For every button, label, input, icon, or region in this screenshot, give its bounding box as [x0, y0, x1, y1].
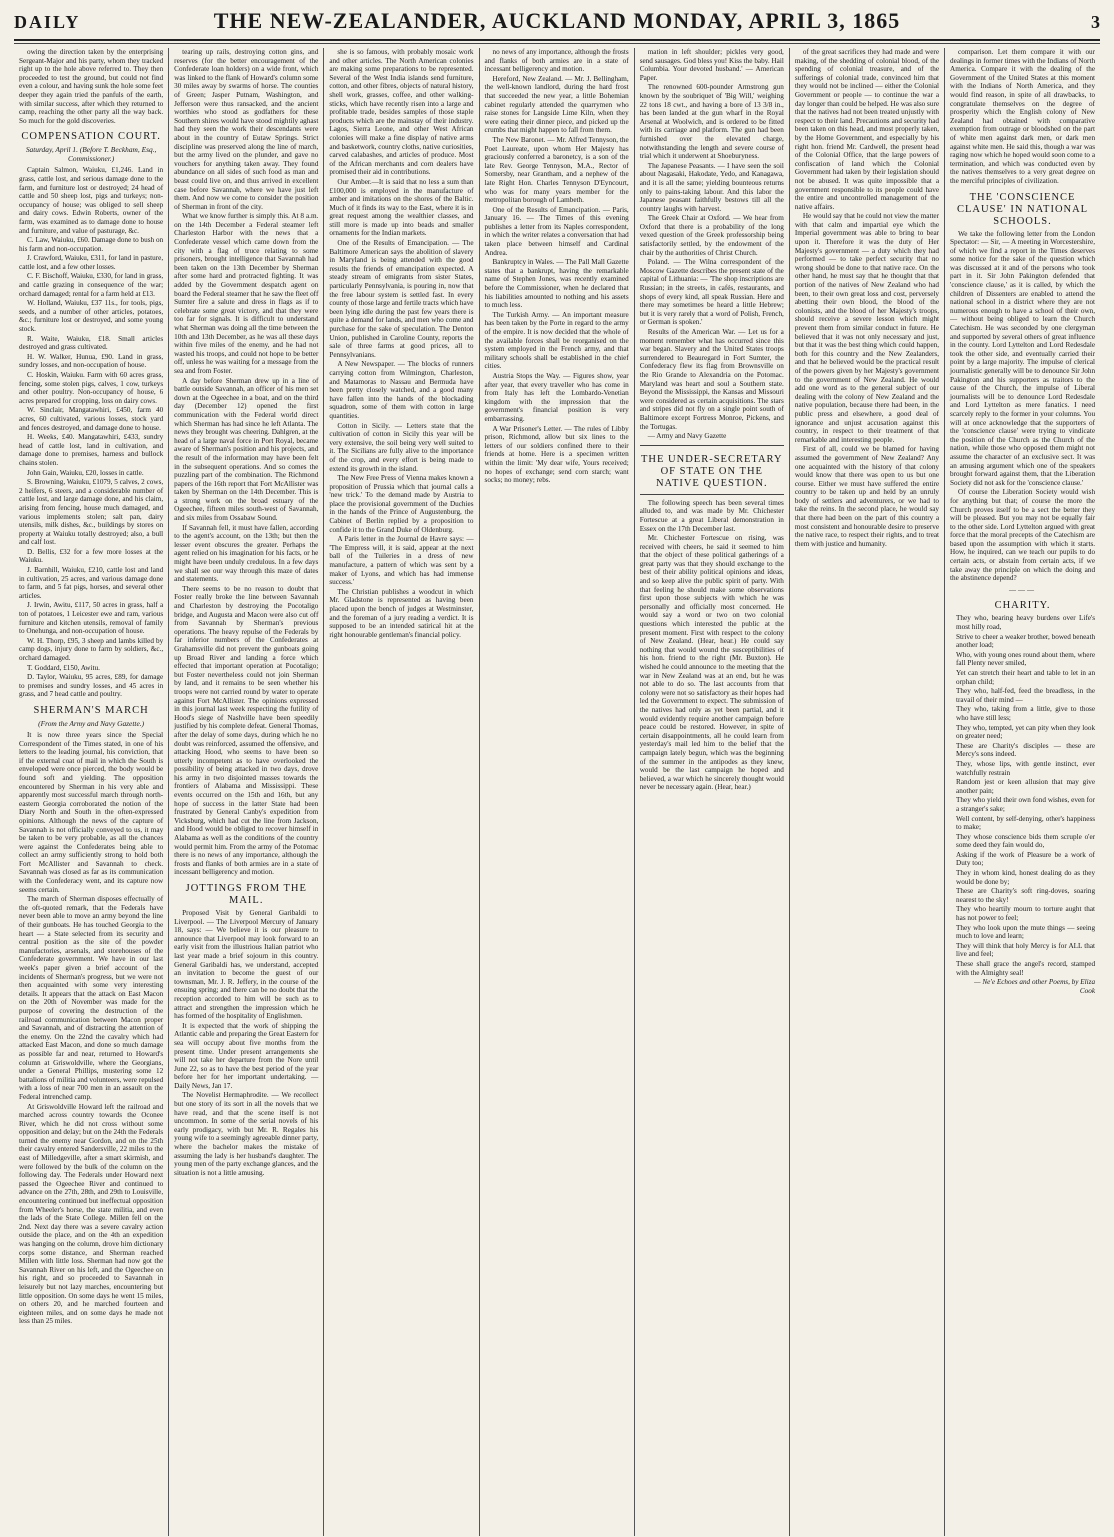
- article-paragraph: The Turkish Army. — An important measure has been taken by the Porte in regard to the army of the empire. It is now decided that the whole of the available forces shall be reorganised on the system employed in the French army, and that military schools shall be established in the chief cities.: [484, 310, 629, 371]
- speech-paragraph: of the great sacrifices they had made and were making, of the shedding of colonial blood, of the spending of colonial treasure, and of the sufferings of colonial trade, convinced him that they would not be inclined — either the Colonial Government or people — to continue the war a day longer than could be helped. He was also sure that the natives had not been treated unjustly with respect to their land. Precautions and security had been taken on this head, and most properly taken, by the Home Government, and especially by his right hon. friend Mr. Cardwell, the present head of the Colonial Office, that the large powers of confiscation of land which the Colonial Government had taken by their legislation should not be abused. It was quite impossible that a government responsible to its people could have the entire and uncontrolled management of the native affairs.: [794, 48, 940, 211]
- article-paragraph: The Japanese Peasants. — I have seen the soil about Nagasaki, Hakodate, Yedo, and Kanagawa, and it is all the same; yielding bounteous returns only to pains-taking labour. And this labor the Japanese peasant faithfully bestows till all the country laughs with harvest.: [639, 161, 784, 213]
- poem-signature: — Ne'e Echoes and other Poems, by Eliza Cook: [974, 978, 1096, 995]
- claim-paragraph: W. Sinclair, Mangatawhiri, £450, farm 40 acres, 60 cultivated, various losses, stock yard and fences destroyed, and damage done to house.: [19, 406, 164, 432]
- article-paragraph: A day before Sherman drew up in a line of battle outside Savannah, an officer of his men set down at the Ogeechee in a boat, and on the third day (December 12) opened the first communication with the Federal world direct which Sherman has had since he left Atlanta. The news they brought was cheering. Dahlgren, at the head of a large naval force in Port Royal, became aware of Sherman's position and his projects, and the result of the information may have been felt in the subsequent operations. And so comes the puzzling part of the combination. The Richmond papers of the 16th report that Fort McAllister was taken by Sherman on the 14th December. This is a strong work on the broad estuary of the Ogeechee, fifteen miles south-west of Savannah, and six miles from Ossabaw Sound.: [174, 376, 319, 523]
- charity-heading: CHARITY.: [994, 600, 1051, 612]
- speech-paragraph: Mr. Chichester Fortescue on rising, was received with cheers, he said it seemed to him that the object of these political gatherings of a great party was that they should exchange to the best of their ability political opinions and ideas, and so keep alive the public spirit of party. With that feeling he should make some observations first upon those subjects with which he was personally and officially most concerned. He would say a word or two on two colonial questions which interested the public at the present moment. First with respect to the colony of New Zealand. (Hear, hear.) He could say nothing that would wound the susceptibilities of his hon. friend to the right (Mr. Buxton). He wished he could announce to the meeting that the war in New Zealand was at an end, but he was not able to do so. The last accounts from that colony were not so satisfactory as their hopes had led the Government to expect. The submission of the natives had only as yet been partial, and it would evidently require another campaign before peace could be restored. However, in spite of certain disappointments, all he could learn from yesterday's mail led him to the belief that the campaign lately begun, which was the beginning of the summer in the antipodes as they knew, would be the last campaign he hoped and believed, a war which he sincerely thought would never be necessary again. (Hear, hear.): [639, 534, 784, 792]
- speech-paragraph: comparison. Let them compare it with our dealings in former times with the Indians of North America. Compare it with the dealing of the Government of the United States at this moment with the Indians of North America, and they would find reason, in spite of all drawbacks, to congratulate themselves on the degree of prosperity which the English colony of New Zealand had obtained with comparative exemption from outrage or bloodshed on the part of white men against dark men, or dark men against white men. He said this, though a war was raging now which he hoped would soon come to a termination, and which was conducted even by the natives themselves to a very great degree on the merciful principles of civilization.: [950, 48, 1096, 185]
- article-paragraph: There seems to be no reason to doubt that Foster really broke the line between Savannah and Charleston by destroying the Pocotaligo bridge, and Augusta and Macon were also cut off from Savannah by Sherman's previous operations. The heavy repulse of the Federals by far inferior numbers of the Confederates at Grahamsville did not prevent the gunboats going up Broad River and landing a force which effected that important operation at Pocotaligo; but Foster nevertheless could not join Sherman by land, and it remains to be seen whether his troops were not carried round by water to operate against Fort McAllister. The opinions expressed in this journal last week respecting the futility of Hood's siege of Nashville have been speedily justified by his complete defeat. General Thomas, after the delay of some days, during which he no doubt was reinforced, assumed the offensive, and attacking Hood, who seems to have been so utterly incompetent as to have overlooked the possibility of being attacked in two days, drove his army in two disjointed masses towards the frontiers of Alabama and Mississippi. These events occurred on the 15th and 16th, but any hope of success in the latter State had been frustrated by General Canby's expedition from Vicksburg, which had cut the line from Jackson, and Hood would be obliged to recover himself in Alabama as well as the conditions of the country would permit him. From the army of the Potomac there is no news of any importance, although the frosts and flanks of both armies are in a state of incessant belligerency and motion.: [174, 584, 319, 877]
- poem-line: They who, half-fed, feed the breadless, in the travail of their mind —: [956, 687, 1096, 704]
- claim-paragraph: D. Bellis, £32 for a few more losses at the Waiuku.: [19, 547, 164, 565]
- poem-line: Strive to cheer a weaker brother, bowed beneath another load;: [956, 632, 1096, 650]
- poem-line: Yet can stretch their heart and table to let in an orphan child;: [956, 669, 1096, 686]
- column-7: [945, 48, 1100, 1536]
- shermans-march-heading: SHERMAN'S MARCH: [33, 704, 149, 716]
- compensation-court-subhead: Saturday, April 1. (Before T. Beckham, Esq., Commissioner.): [25, 145, 157, 164]
- masthead-title: THE NEW-ZEALANDER, AUCKLAND MONDAY, APRIL 3, 1865: [213, 8, 901, 33]
- poem-line: Asking if the work of Pleasure be a work of Duty too;: [956, 850, 1096, 868]
- claim-paragraph: H. Weeks, £40. Mangatawhiri, £433, sundry head of cattle lost, land in cultivation, and damage done to premises, harness and bullock chains stolen.: [19, 433, 164, 467]
- col6-body: [795, 48, 939, 548]
- poem-line: Who, with young ones round about them, where fall Plenty never smiled,: [956, 650, 1096, 668]
- claim-paragraph: T. Goddard, £150, Awitu.: [27, 663, 100, 672]
- article-paragraph: The New Free Press of Vienna makes known a proposition of Prussia which that journal calls a 'new trick.' To the demand made by Austria to place the provisional government of the Duchies in the hands of the Prince of Augustenburg, the Cabinet of Berlin replied by a proposition to confide it to the Grand Duke of Oldenburg.: [329, 474, 474, 534]
- compensation-court-heading: COMPENSATION COURT.: [21, 131, 161, 143]
- column-4: [480, 48, 635, 1536]
- jottings-body: [174, 909, 318, 1177]
- article-paragraph: It is now three years since the Special Correspondent of the Times stated, in one of his letters to the leading journal, his conviction, that if the external coat of mail in which the South is enveloped were once pierced, the body would be found soft and yielding. The opposition encountered by Sherman in his very able and apparently most successful march through north-eastern Georgia corroborated the notion of the Diary North and South in the often-expressed opinions. Although the news of the capture of Savannah is not officially conveyed to us, it may be taken to be very probable, as all the chances were against the Confederates being able to collect an army sufficiently strong to hold both Fort McAllister and Savannah to check. Savannah was closed as far as its communication with the Confederacy went, and its capture now seems certain.: [19, 730, 164, 894]
- poem-line: These are Charity's disciples — these are Mercy's sons indeed.: [956, 741, 1096, 759]
- shermans-march-source: (From the Army and Navy Gazette.): [38, 718, 145, 728]
- article-paragraph: The Christian publishes a woodcut in which Mr. Gladstone is represented as having been placed upon the bench of judges at Westminster, and the foreman of a jury reading a verdict. It is supposed to be an intended satirical hit at the right honourable gentleman's financial policy.: [329, 587, 474, 639]
- compensation-claims: [19, 166, 163, 699]
- article-paragraph: If Savannah fell, it must have fallen, according to the agent's account, on the 13th; but then the lesser event obscures the greater. Perhaps the agent relied on his imagination for his facts, or he might have been unduly credulous. In a few days we shall see our way through this maze of dates and statements.: [174, 523, 319, 584]
- under-secretary-heading: THE UNDER-SECRETARY OF STATE ON THE NATIVE QUESTION.: [641, 453, 783, 489]
- poem-line: They will think that holy Mercy is for ALL that live and feel;: [956, 941, 1096, 959]
- article-paragraph: The renowned 600-pounder Armstrong gun known by the soubriquet of 'Big Will,' weighing 22 tons 18 cwt., and having a bore of 13 3/8 in., has been landed at the gun wharf in the Royal Arsenal at Woolwich, and is ordered to be fitted with its carriage and platform. The gun had been furnished over the elevated charge, notwithstanding the length and severe course of trial which it underwent at Shoeburyness.: [639, 83, 784, 161]
- poem-line: They who, taking from a little, give to those who have still less;: [956, 705, 1096, 722]
- columns: [14, 48, 1100, 1536]
- claim-paragraph: H. W. Walker, Hunua, £90. Land in grass, sundry losses, and non-occupation of house.: [19, 352, 164, 370]
- claim-paragraph: John Gain, Waiuku, £20, losses in cattle.: [27, 468, 144, 477]
- section-divider: ———: [1009, 585, 1037, 594]
- article-paragraph: Austria Stops the Way. — Figures show, year after year, that every traveller who has come in from Italy has left the Lombardo-Venetian kingdom with the impression that the government's financial position is very embarrassing.: [484, 371, 629, 423]
- claim-paragraph: C. Law, Waiuku, £60. Damage done to bush on his farm and non-occupation.: [19, 236, 164, 253]
- article-paragraph: Hereford, New Zealand. — Mr. J. Bellingham, the well-known landlord, during the hard frost that succeeded the new year, a little Bohemian cabinet regularly attended the quarrymen who raise stones for Langside Lime Kiln, when they were eating their dinner piece, and picked up the crumbs that might happen to fall from them.: [484, 74, 629, 135]
- article-paragraph: The Greek Chair at Oxford. — We hear from Oxford that there is a probability of the long vexed question of the Greek professorship being satisfactorily settled, by the endowment of the chair by the authorities of Christ Church.: [639, 214, 784, 257]
- article-paragraph: — Army and Navy Gazette: [647, 432, 727, 441]
- letter-paragraph: Of course the Liberation Society would wish for anything but that; of course the more the Church proves itself to be a sect the better they will be pleased. But you may not be equally fair to the other side. Lord Lyttelton argued with great force that the moral precepts of the Catechism are based upon the assumption with which it starts. How, he inquired, can we teach our pupils to do certain acts, or abstain from certain acts, if we take away the principle on which the doing and the abstinence depend?: [950, 488, 1096, 583]
- article-paragraph: What we know further is simply this. At 8 a.m. on the 14th December a Federal steamer left Charleston Harbor with the news that a Confederate vessel which came down from the city with a flag of truce relating to some prisoners, brought intelligence that Savannah had been taken on the 13th December by Sherman after some hard and protracted fighting. It was added by the Government despatch agent on board the Federal steamer that he saw the fleet off Sumter fire a salute and dress in flags as if to celebrate some great victory, and that they were too far for signals. It is difficult to understand what Sherman was doing all the time between the 10th and 13th December, as he was all these days within five miles of the enemy, and he had not wasted his troops, and could not hope to be better off, unless he was waiting for a message from the sea and from Foster.: [174, 212, 319, 375]
- column-5: [635, 48, 790, 1536]
- jottings-heading: JOTTINGS FROM THE MAIL.: [185, 883, 307, 906]
- poem-line: They who, bearing heavy burdens over Life's most hilly road,: [956, 614, 1096, 632]
- article-paragraph: A Paris letter in the Journal de Havre says: — 'The Empress will, it is said, appear at the next ball of the Tuileries in a dress of new manufacture, a pattern of which was sent by a maker of Lyons, and which has had immense success.': [329, 535, 474, 587]
- article-paragraph: no news of any importance, although the frosts and flanks of both armies are in a state of incessant belligerency and motion.: [484, 48, 629, 74]
- col3-body: [329, 48, 473, 639]
- jotting-paragraph: It is expected that the work of shipping the Atlantic cable and preparing the Great Eastern for sea will occupy about five months from the present time. Under present arrangements she will not take her departure from the Nore until June 22, so as to have the best period of the year before her for her important undertaking. — Daily News, Jan 17.: [174, 1021, 319, 1090]
- article-paragraph: At Griswoldville Howard left the railroad and marched across country towards the Oconee River, which he did not cross without some opposition and delay; but on the 24th the Federals turned the enemy near Gordon, and on the 25th their cavalry entered Sandersville, 22 miles to the east of Milledgeville, after a smart skirmish, and were followed by the bulk of the column on the following day. The Federals under Howard next passed the Ogeechee River and continued to advance on the 27th, 28th, and 29th to Louisville, encountering continued but ineffectual opposition from Wheeler's horse, the state militia, and even the lads of the State College. Millen fell on the 2nd. Next day there was a severe cavalry action outside the place, and on the 4th an expedition was hanging on the column, drove him dictionary corps some distance, and Sherman reached Millen with little loss. Sherman had now got the Savannah River on his left, and the Ogeechee on his right, and so proceeded to Savannah in leisurely but not lazy marches, encountering but little opposition. On some days he went 15 miles, on others 20, and he marched fourteen and eighteen miles, and on some days he made not less than 25 miles.: [19, 1102, 164, 1326]
- column-3: [324, 48, 479, 1536]
- claim-paragraph: W. Holland, Waiuku, £37 11s., for tools, pigs, seeds, and a number of other articles, potatoes, &c.; furniture lost or destroyed, and some young stock.: [19, 299, 164, 334]
- article-paragraph: Results of the American War. — Let us for a moment remember what has occurred since this war began. Slavery and the United States troops surrendered to Beauregard in Fort Sumter, the Confederacy flew its flag from Brownsville on the Rio Grande to Alexandria on the Potomac. Maryland was heart and soul a Southern state. Beyond the Mississippi, the Kansas and Missouri were considered as certain acquisitions. The stars and stripes did not fly on a single point south of Baltimore except Fortress Monroe, Pickens, and the Tortugas.: [639, 328, 784, 431]
- claim-paragraph: J. Crawford, Waiuku, £311, for land in pasture, cattle lost, and a few other losses.: [19, 254, 164, 271]
- claim-paragraph: C. Hoskin, Waiuku. Farm with 60 acres grass, fencing, some stolen pigs, calves, 1 cow, turkeys and other poultry. Non-occupancy of house, 6 acres prepared for cropping, loss on dairy cows.: [19, 371, 164, 405]
- article-paragraph: mation in left shoulder; pickles very good, send sausages. God bless you! Kiss the baby. Hail Columbia. Your devoted husband.' — American Paper.: [639, 48, 784, 82]
- article-paragraph: Poland. — The Wilna correspondent of the Moscow Gazette describes the present state of the capital of Lithuania: — 'The shop inscriptions are Russian; in the streets, in cafés, restaurants, and shops of every kind, all speak Russian. Here and there may sometimes be heard a little Hebrew; but it is very rarely that a word of Polish, French, or German is spoken.': [639, 258, 784, 327]
- poem-line: They whose conscience bids them scruple o'er some deed they fain would do,: [956, 832, 1096, 850]
- claim-paragraph: Captain Salmon, Waiuku, £1,246. Land in grass, cattle lost, and serious damage done to the farm, and furniture lost or destroyed; 24 head of cattle and 50 sheep lost, pigs and turkeys; non-occupancy of house; was obliged to sell sheep and dairy cows. Edwin Roberts, owner of the farm, was examined as to damage done to house and furniture, and value of pasturage, &c.: [19, 166, 164, 235]
- speech-paragraph: He would say that he could not view the matter with that calm and impartial eye which the Imperial government was able to bring to bear upon it. Therefore it was the duty of Her Majesty's government — a duty which they had performed — to take perfect security that no wrong should be done to that native race. On the other hand, he must say that he thought that that portion of the natives of New Zealand who had been, to their own great loss and cost, perversely abetting their own blood, the blood of the colonists, and the blood of her Majesty's troops, should receive a severe lesson which might prevent them from similar conduct in future. He believed that it was not only necessary and just, but that it was the best thing which could happen, both for this country and the New Zealanders, and that he believed would be the practical result of the powers given by her Majesty's government to the government of New Zealand. He would add one word as to the general subject of our dealing with the colony of New Zealand and the native population, because there had been, in the public press and elsewhere, a good deal of ignorance and unjust accusation against this country, in respect to their treatment of that remarkable and interesting people.: [794, 212, 940, 444]
- article-paragraph: One of the Results of Emancipation. — Paris, January 16. — The Times of this evening publishes a letter from its Naples correspondent, in which the writer relates a conversation that had taken place between himself and Cardinal Andrea.: [484, 205, 629, 257]
- article-paragraph: The march of Sherman disposes effectually of the oft-quoted remark, that the Federals have never been able to move an army beyond the line of their gunboats. He has touched Georgia to the heart — a State selected from its security and central position as the site of the powder manufactories, arsenals, and storehouses of the Confederate government. We have in our last week's paper given a brief account of the incidents of Sherman's progress, but we were not then acquainted with some very interesting details. It appears that the attack on East Macon on the 20th of November was made for the purpose of covering the destruction of the railroad communication between Macon proper and Savannah, and of distracting the attention of the enemy. On the 22nd the cavalry which had attacked East Macon, and done so much damage as possible far and near, returned to Howard's column at Griswoldville, where the Georgians, under a General Phillips, mustering some 12 battalions of militia and volunteers, were repulsed with a loss of near 700 men in an assault on the Federal intrenched camp.: [19, 895, 164, 1101]
- speech-paragraph: The following speech has been several times alluded to, and was made by Mr. Chichester Fortescue at a great Liberal demonstration in Essex on the 17th December last.: [639, 498, 784, 533]
- article-paragraph: A War Prisoner's Letter. — The rules of Libby prison, Richmond, allow but six lines to the letters of our soldiers confined there to their friends at home. Here is a specimen written within the limit: 'My dear wife, Yours received; no hopes of exchange; send corn starch; want socks; no money; rebs.: [484, 424, 629, 485]
- jotting-paragraph: Proposed Visit by General Garibaldi to Liverpool. — The Liverpool Mercury of January 18, says: — We believe it is our pleasure to announce that Liverpool may look forward to an early visit from the illustrious Italian patriot who last year made a brief sojourn in this country. General Garibaldi has, we understand, accepted an invitation to become the guest of our townsman, Mr. J. R. Jeffery, in the course of the ensuing spring; and there can be no doubt that the reception accorded to him will be such as to attract and strengthen the impression which he has formed of the hospitality of Englishmen.: [174, 909, 319, 1021]
- article-paragraph: she is so famous, with probably mosaic work and other articles. The North American colonies are making some preparations to be represented. Several of the West India islands send furniture, cotton, and other fibres, objects of natural history, shell work, grasses, coffee, and other walking-sticks, which have recently risen into a large and profitable trade, besides samples of those staple products which are the mainstay of their industry. Lagos, Sierra Leone, and other West African colonies will make a fine display of native arms and basketwork, country cloths, native curiosities, carved calabashes, and articles of produce. Most of the African merchants and corn dealers have promised their aid in contributions.: [329, 48, 474, 177]
- poem-line: Random jest or keen allusion that may give another pain;: [956, 778, 1096, 795]
- claim-paragraph: S. Browning, Waiuku, £1079, 5 calves, 2 cows, 2 heifers, 6 steers, and a considerable number of cattle lost, and large damage done, and his claim, arising from fencing, house much damaged, and various implements stolen; salt pan, dairy utensils, milk dishes, &c., buildings by stores on property at Waiuku totally destroyed; also, a bull and calf lost.: [19, 478, 164, 547]
- claim-paragraph: W. H. Thorp, £95, 3 sheep and lambs killed by camp dogs, injury done to farm by soldiers, &c., orchard damaged.: [19, 636, 164, 662]
- column-6: [790, 48, 945, 1536]
- conscience-clause-heading: THE 'CONSCIENCE CLAUSE' IN NATIONAL SCHOOLS.: [956, 191, 1089, 227]
- claim-paragraph: R. Waite, Waiuku, £18. Small articles destroyed and grass cultivated.: [19, 334, 164, 352]
- page-number: 3: [1091, 12, 1100, 32]
- masthead-rule: [14, 43, 1100, 44]
- poem-line: These shall grace the angel's record, stamped with the Almighty seal!: [956, 960, 1096, 977]
- article-paragraph: Our Amber.—It is said that no less a sum than £100,000 is employed in the manufacture of amber and imitations on the shores of the Baltic. Much of it finds its way to the East, where it is in great request among the wealthier classes, and still more is made up into beads and smaller ornaments for the Indian markets.: [329, 177, 474, 238]
- shermans-march-body: [19, 731, 163, 1326]
- speech-paragraph: First of all, could we be blamed for having assumed the government of New Zealand? Any one acquainted with the history of that colony would know that there was open to us but one course. Either we must have suffered the entire country to be taken up and held by an unruly body of settlers and adventurers, or we had to take the reins. In the second place, he would say that there had been on the part of this country a most consistent and honourable desire to preserve the native race, to respect their rights, and to treat them with justice and humanity.: [794, 445, 940, 548]
- poem-line: These are Charity's soft ring-doves, soaring nearest to the sky!: [956, 887, 1096, 904]
- conscience-clause-body: [950, 230, 1095, 583]
- poem-line: They who heartily mourn to torture aught that has not power to feel;: [956, 905, 1096, 923]
- poem-line: They who yield their own fond wishes, even for a stranger's sake;: [956, 796, 1096, 813]
- claim-paragraph: C. F. Bischoff, Waiuku, £330, for land in grass, and cattle grazing in consequence of the war; orchard damaged; rental for a farm held at £13.: [19, 272, 164, 298]
- column-2: [169, 48, 324, 1536]
- article-paragraph: tearing up rails, destroying cotton gins, and reserves (for the better encouragement of the Confederate loan holders) on a wide front, which was linked to the flank of Howard's column some 30 miles away by swarms of horse. The counties of Green; Jasper Putnam, Washington, and Jefferson were thus ransacked, and the ancient worthies who stood as godfathers for these Southern shires would have stood mightily aghast had they seen the work their descendants were about in the country of Eutaw Springs. Strict discipline was preserved along the line of march, but the army lived on the plunder, and gave no vouchers for anything taken away. They found abundance on all sides of such food as man and beast could live on, and thus arrived in excellent case before Savannah, where we have just left them. And now we come to consider the position of Sherman in front of the city.: [174, 48, 319, 211]
- poem-line: They who, tempted, yet can pity when they look on greater need;: [956, 723, 1096, 741]
- claim-paragraph: J. Barnhill, Waiuku, £210, cattle lost and land in cultivation, 25 acres, and various damage done to farm, and 5 fat pigs, horses, and several other articles.: [19, 566, 164, 600]
- poem-line: They who look upon the mute things — seeing much to love and learn;: [956, 923, 1096, 941]
- masthead-daily: DAILY: [14, 12, 81, 32]
- claim-paragraph: D. Taylor, Waiuku, 95 acres, £89, for damage to premises and sundry losses, and 45 acres in grass, and 7 head cattle and poultry.: [19, 673, 164, 699]
- col2-body: [174, 48, 318, 877]
- col7-body: [950, 48, 1095, 186]
- jotting-paragraph: The Novelist Hermaphrodite. — We recollect but one story of its sort in all the novels that we have read, and that the scene itself is not uncommon. In some of the serial novels of his early prodigacy, with but Mr. R. Regales his young wife to a seemingly agreeable dinner party, where the bachelor makes the mistake of assuming the lady is her husband's daughter. The young men of the party exchange glances, and the situation is not a little amusing.: [174, 1091, 319, 1177]
- poem-line: Well content, by self-denying, other's happiness to make;: [956, 814, 1096, 832]
- article-paragraph: A New Newspaper. — The blocks of runners carrying cotton from Wilmington, Charleston, and Matamoras to Nassau and Bermuda have been pretty closely watched, and a good many have fallen into the hands of the blockading squadron, some of them with cotton in large quantities.: [329, 360, 474, 420]
- article-paragraph: One of the Results of Emancipation. — The Baltimore American says the abolition of slavery in Maryland is being attended with the good results the friends of emancipation expected. A steady stream of emigrants from sister States, particularly Pennsylvania, is pouring in, now that the free labour system is settled fast. In every county of those large and fertile tracts which have been lying idle during the past few years there is quite a demand for lands, and men who come and purchase for the sake of speculation. The Denton Union, published in Caroline County, reports the sale of three farms at good prices, all to Pennsylvanians.: [329, 239, 474, 359]
- under-secretary-box: [640, 445, 784, 495]
- col1-lead: owing the direction taken by the enterprising Sergeant-Major and his party, whom they tracked right up to the hole above referred to. They then proceeded to test the ground, but could not find even a colour, and having sunk the hole some feet deeper they again tried the panfuls of the earth, with similar success, after which they returned to camp, reaching the other party all the way back. So much for the gold discoveries.: [19, 48, 164, 125]
- claim-paragraph: J. Irwin, Awitu, £117, 50 acres in grass, half a ton of potatoes, 1 Leicester ewe and ram, various furniture and kitchen utensils, removal of family to Onehunga, and non-occupation of house.: [19, 601, 164, 636]
- charity-poem: [950, 614, 1095, 977]
- masthead: [14, 6, 1100, 41]
- article-paragraph: Bankruptcy in Wales. — The Pall Mall Gazette states that a bankrupt, having the remarkable name of Stephen Jones, was recently examined before the Commissioner, when he declared that his liabilities amounted to nothing and his assets to much less.: [484, 258, 629, 310]
- article-paragraph: The New Baronet. — Mr. Alfred Tennyson, the Poet Laureate, upon whom Her Majesty has graciously conferred a baronetcy, is a son of the late Rev. George Tennyson, M.A., Rector of Somersby, near Grantham, and a nephew of the late Right Hon. Charles Tennyson D'Eyncourt, who was for many years member for the metropolitan borough of Lambeth.: [484, 135, 629, 205]
- col4-body: [485, 48, 629, 485]
- poem-line: They in whom kind, honest dealing do as they would be done by;: [956, 869, 1096, 886]
- under-secretary-body: [640, 499, 784, 792]
- column-1: [14, 48, 169, 1536]
- col5-body: [640, 48, 784, 441]
- poem-line: They, whose lips, with gentle instinct, ever watchfully restrain: [956, 759, 1096, 777]
- article-paragraph: Cotton in Sicily. — Letters state that the cultivation of cotton in Sicily this year will be very extensive, the soil being very well suited to it. The Sicilians are fully alive to the importance of the crop, and every effort is being made to extend its growth in the island.: [329, 421, 474, 473]
- letter-paragraph: We take the following letter from the London Spectator: — Sir, — A meeting in Worcestershire, of which we find a report in the Times deserves some notice for the sake of the question which was discussed at it and of the persons who took part in it. Sir John Pakington defended that 'conscience clause,' as it is called, by which the children of Dissenters are enabled to attend the national school in a district where they are not numerous enough to have a school of their own, — without being obliged to learn the Church Catechism. He was seconded by one clergyman and supported by several others of great influence in the county. Lord Lyttelton and Lord Redesdale took the other side, and eventually carried their point by a large majority. The impulse of clerical journalistic generally will be to denounce Sir John Pakington and his supporters as traitors to the cause of the Church, the impulse of Liberal journalists will be to denounce Lord Redesdale and Lord Lyttelton as mere fanatics. I need scarcely reply to the former in your columns. You will at once acknowledge that the supporters of the 'conscience clause' were trying to vindicate the position of the Church as the Church of the nation, while those who opposed them might not assume the character of an exclusive sect. It was an amusing argument which one of the speakers brought forward against them, that the Liberation Society did not ask for the 'conscience clause.': [950, 229, 1096, 487]
